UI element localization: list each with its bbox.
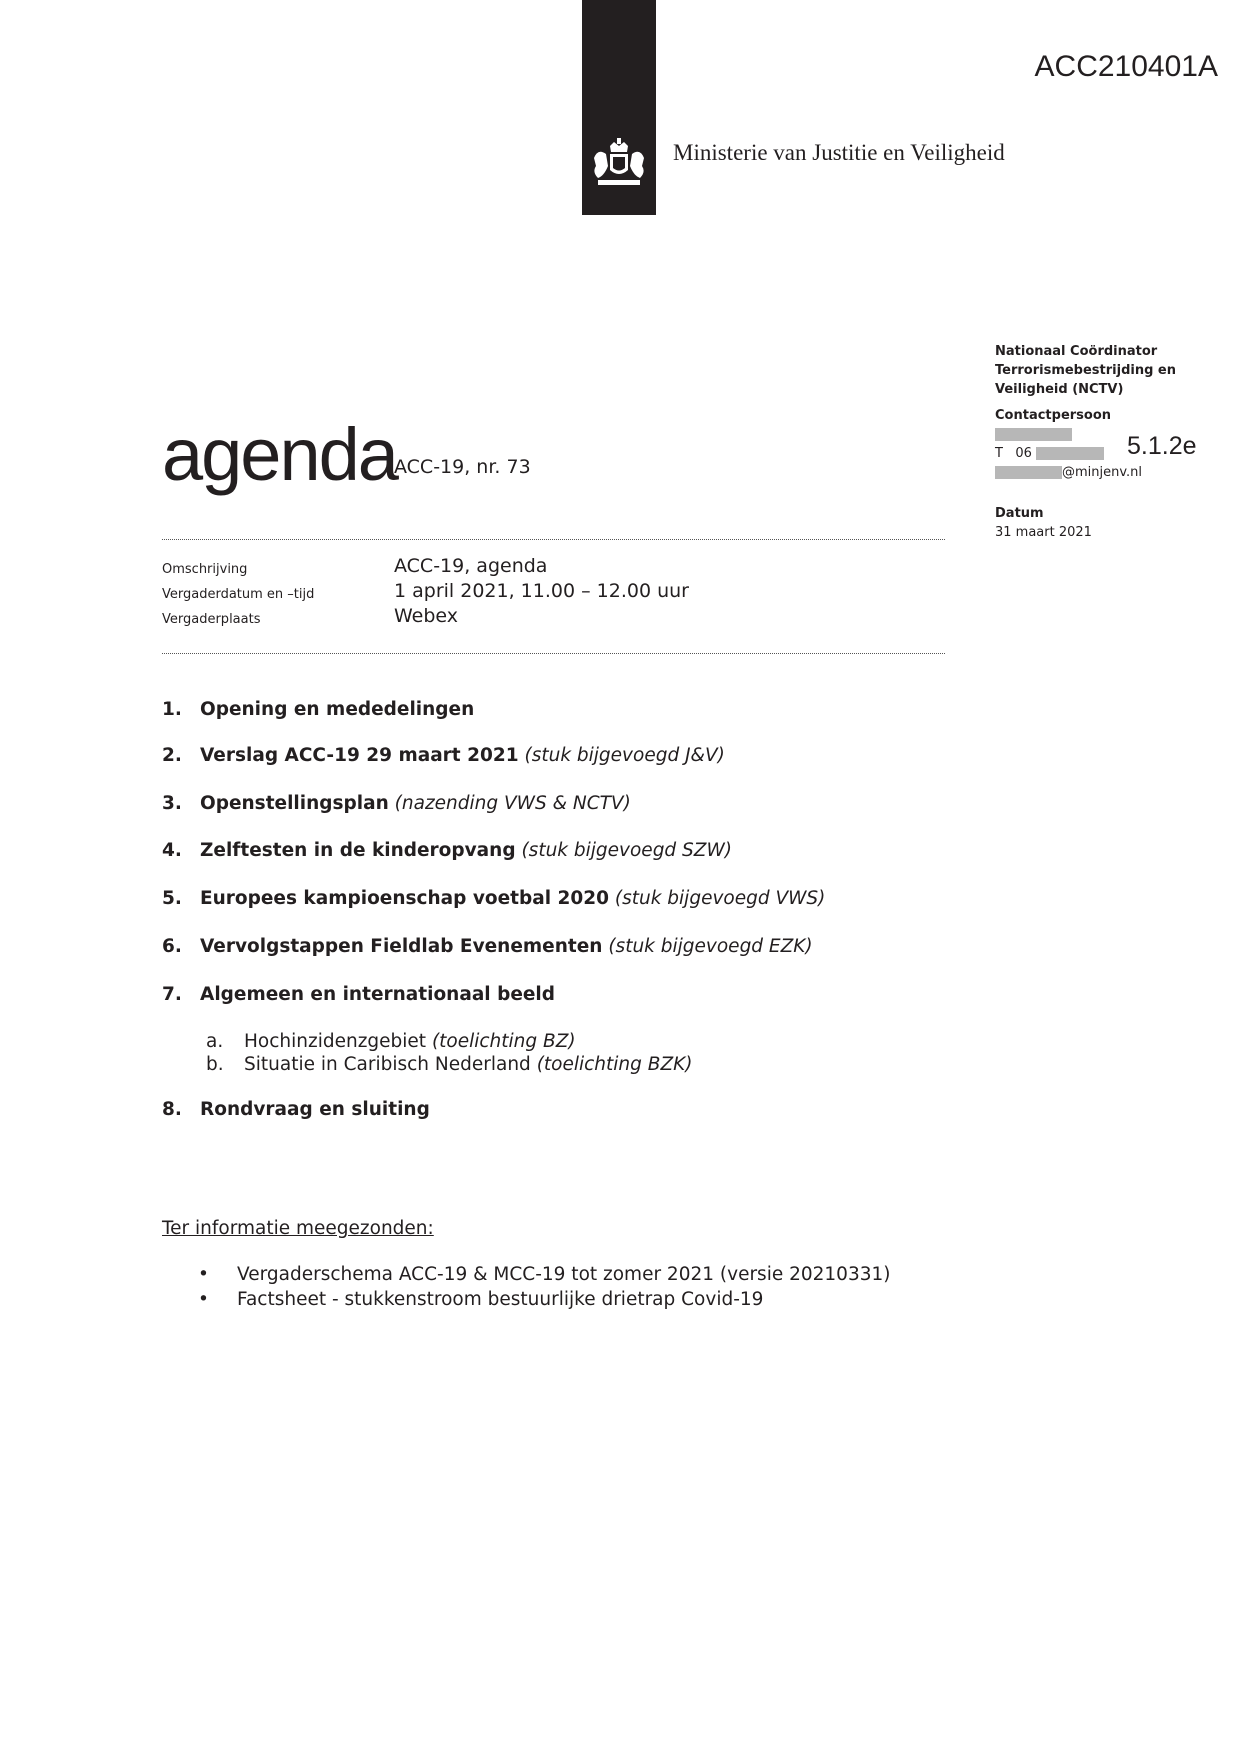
meta-value: ACC-19, agenda bbox=[394, 555, 548, 577]
document-reference: ACC210401A bbox=[1034, 50, 1218, 83]
meta-label: Omschrijving bbox=[162, 562, 248, 577]
organisation-line: Veiligheid (NCTV) bbox=[995, 382, 1124, 397]
meta-label: Vergaderplaats bbox=[162, 612, 261, 627]
bullet-icon: • bbox=[198, 1289, 209, 1310]
email-row bbox=[995, 463, 1225, 482]
organisation-line: Nationaal Coördinator bbox=[995, 344, 1158, 359]
phone-start: 06 bbox=[1015, 446, 1032, 461]
redacted-email bbox=[995, 466, 1062, 479]
ministry-name: Ministerie van Justitie en Veiligheid bbox=[673, 140, 1005, 165]
email-domain: @minjenv.nl bbox=[1062, 465, 1143, 480]
divider bbox=[162, 539, 945, 540]
organisation-line: Terrorismebestrijding en bbox=[995, 363, 1176, 378]
date-heading: Datum bbox=[995, 506, 1044, 521]
agenda-subitem: b. Situatie in Caribisch Nederland (toelichting BZK) bbox=[206, 1054, 693, 1075]
phone-prefix: T bbox=[995, 446, 1003, 461]
meta-label: Vergaderdatum en –tijd bbox=[162, 587, 315, 602]
agenda-item: 5. Europees kampioenschap voetbal 2020 (stuk bijgevoegd VWS) bbox=[162, 888, 826, 909]
agenda-item: 1. Opening en mededelingen bbox=[162, 699, 475, 720]
agenda-item: 3. Openstellingsplan (nazending VWS & NCTV) bbox=[162, 793, 631, 814]
agenda-item: 6. Vervolgstappen Fieldlab Evenementen (stuk bijgevoegd EZK) bbox=[162, 936, 813, 957]
date-value: 31 maart 2021 bbox=[995, 525, 1092, 540]
redacted-phone bbox=[1036, 447, 1104, 460]
agenda-item: 4. Zelftesten in de kinderopvang (stuk bijgevoegd SZW) bbox=[162, 840, 732, 861]
redacted-name bbox=[995, 428, 1072, 441]
information-item: • Factsheet - stukkenstroom bestuurlijke drietrap Covid-19 bbox=[198, 1289, 764, 1310]
divider bbox=[162, 653, 945, 654]
bullet-icon: • bbox=[198, 1264, 209, 1285]
contact-heading: Contactpersoon bbox=[995, 408, 1112, 423]
coat-of-arms-icon bbox=[588, 136, 650, 196]
meta-value: Webex bbox=[394, 605, 459, 627]
meta-value: 1 april 2021, 11.00 – 12.00 uur bbox=[394, 580, 689, 602]
agenda-item: 7. Algemeen en internationaal beeld bbox=[162, 984, 556, 1005]
redaction-code: 5.1.2e bbox=[1127, 432, 1197, 460]
information-item: • Vergaderschema ACC-19 & MCC-19 tot zomer 2021 (versie 20210331) bbox=[198, 1264, 891, 1285]
information-heading: Ter informatie meegezonden: bbox=[162, 1218, 434, 1239]
document-subtitle: ACC-19, nr. 73 bbox=[394, 456, 531, 478]
agenda-item: 2. Verslag ACC-19 29 maart 2021 (stuk bijgevoegd J&V) bbox=[162, 745, 725, 766]
agenda-subitem: a. Hochinzidenzgebiet (toelichting BZ) bbox=[206, 1031, 576, 1052]
agenda-item: 8. Rondvraag en sluiting bbox=[162, 1099, 430, 1120]
document-title: agenda bbox=[162, 413, 397, 496]
